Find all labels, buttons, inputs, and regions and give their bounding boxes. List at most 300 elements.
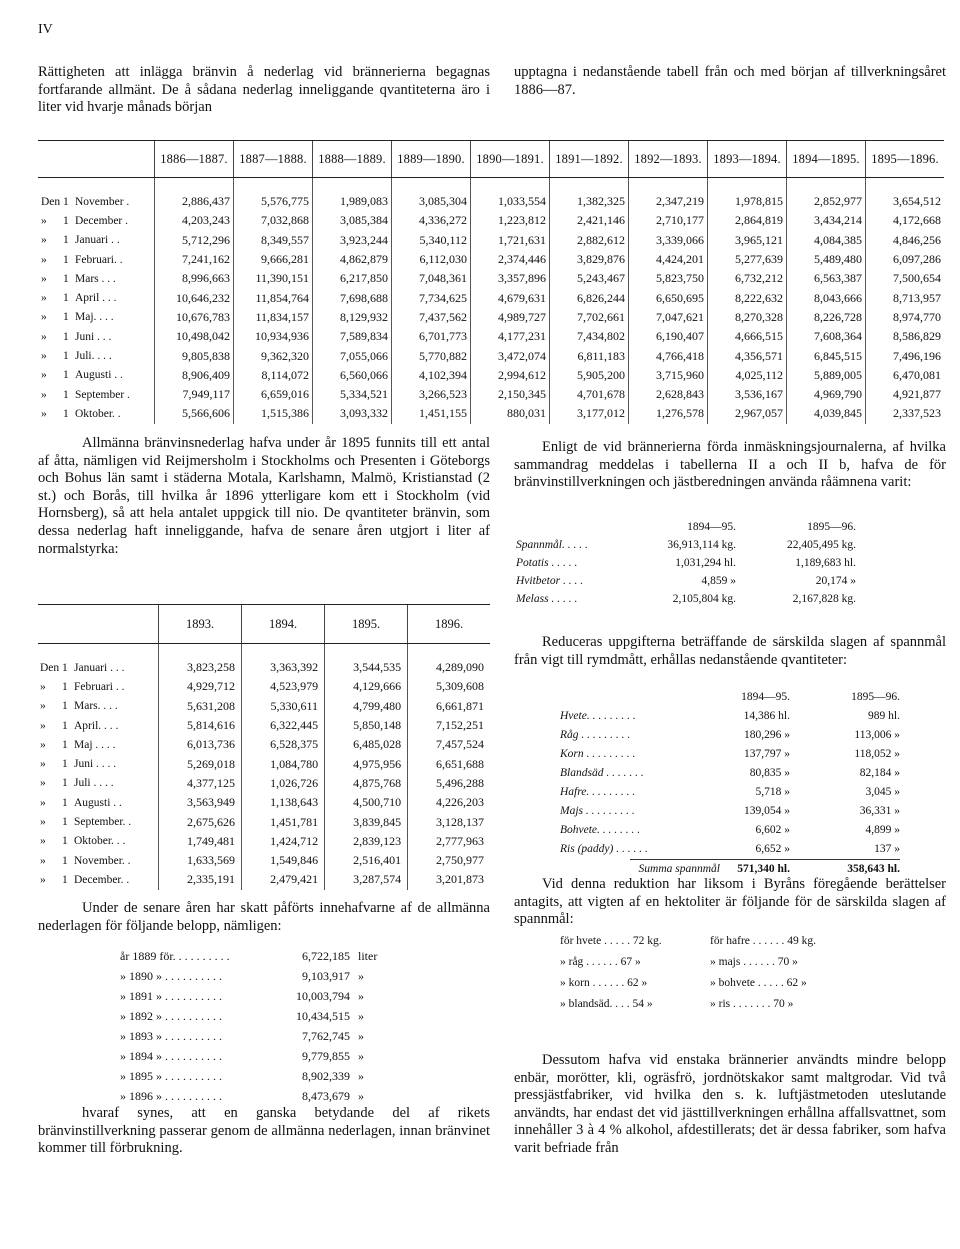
table-cell: 4,377,125	[159, 774, 242, 793]
tax-row	[120, 1066, 398, 1086]
raw-material-name: Spannmål. . . . .	[516, 539, 588, 551]
row-day: 1	[62, 661, 68, 674]
grain-value-2: 113,006 »	[854, 729, 900, 741]
sum-value-2: 358,643 hl.	[847, 863, 900, 875]
table-cell: 5,850,148	[325, 716, 408, 735]
tax-year: » 1895 » . . . . . . . . . .	[120, 1069, 222, 1083]
table-cell: 8,043,666	[787, 288, 866, 307]
table-cell: 3,829,876	[550, 250, 629, 269]
column-header: 1894—1895.	[787, 141, 866, 178]
table-cell: 5,269,018	[159, 754, 242, 773]
raw-material-value-1: 36,913,114 kg.	[667, 539, 736, 551]
table-cell: 7,032,868	[234, 211, 313, 230]
row-month: September .	[75, 388, 130, 401]
tax-row	[120, 946, 398, 966]
table-cell: 1,721,631	[471, 231, 550, 250]
row-day: 1	[63, 388, 69, 401]
table-cell: 5,576,775	[234, 178, 313, 212]
table-cell: 5,277,639	[708, 250, 787, 269]
row-prefix: »	[41, 234, 47, 247]
table-cell: 2,479,421	[242, 870, 325, 889]
table-cell: 1,515,386	[234, 404, 313, 423]
table-cell: 2,347,219	[629, 178, 708, 212]
table-cell: 7,698,688	[313, 288, 392, 307]
table-cell: 1,633,569	[159, 851, 242, 870]
raw-material-name: Potatis . . . . .	[516, 557, 578, 569]
table-cell: 3,544,535	[325, 644, 408, 678]
row-month: Oktober. .	[75, 407, 121, 420]
table-cell: 4,701,678	[550, 385, 629, 404]
weight-right: för hafre . . . . . . 49 kg.	[710, 935, 817, 947]
table-cell: 6,190,407	[629, 327, 708, 346]
column-header	[38, 141, 155, 178]
table-cell: 2,516,401	[325, 851, 408, 870]
grain-name: Råg . . . . . . . . .	[560, 729, 631, 741]
row-prefix: »	[41, 292, 47, 305]
row-day: 1	[62, 719, 68, 732]
raw-material-value-1: 4,859 »	[701, 575, 736, 587]
row-label	[38, 793, 159, 812]
row-label	[38, 735, 159, 754]
table-cell: 4,969,790	[787, 385, 866, 404]
row-day: 1	[63, 407, 69, 420]
table-cell: 8,713,957	[866, 288, 945, 307]
table-cell: 6,701,773	[392, 327, 471, 346]
table-cell: 6,563,387	[787, 269, 866, 288]
table-row	[38, 231, 944, 250]
tax-row	[120, 986, 398, 1006]
table-cell: 5,712,296	[155, 231, 234, 250]
row-label	[38, 178, 155, 212]
table-cell: 3,654,512	[866, 178, 945, 212]
bonded-warehouses-paragraph: Allmänna bränvinsnederlag hafva under år 1895 funnits till ett antal af åtta, nämligen vid Reijmersholm i Stockholms och Presenten i Göteborgs och Bohus län samt i städerna Motala, Karlshamn, Malmö, Kristianstad (2 st.) och Borås, till hvilka år 1896 ytterligare kom ett i Stockholm (vid Hornsberg), så att hela antalet uppgick till nio. De qvantiteter bränvin, som dessa nederlag haft inneliggande, hafva de senare åren utgjort i liter af normalstyrka:	[38, 435, 490, 557]
column-header: 1892—1893.	[629, 141, 708, 178]
table-cell: 6,560,066	[313, 366, 392, 385]
raw-materials-paragraph: Enligt de vid brännerierna förda inmäskningsjournalerna, af hvilka sammandrag meddelas i tabellerna II a och II b, hafva de för bränvinstillverkningen och jästberedningen använda råämnena varit:	[514, 439, 946, 491]
table-cell: 3,923,244	[313, 231, 392, 250]
table-cell: 3,363,392	[242, 644, 325, 678]
weight-row	[560, 994, 860, 1015]
row-prefix: »	[41, 311, 47, 324]
tax-unit: »	[358, 1089, 364, 1103]
table-cell: 6,470,081	[866, 366, 945, 385]
row-day: 1	[62, 777, 68, 790]
table-cell: 8,349,557	[234, 231, 313, 250]
row-day: 1	[62, 796, 68, 809]
table-cell: 5,814,616	[159, 716, 242, 735]
table-cell: 6,528,375	[242, 735, 325, 754]
row-prefix: »	[41, 388, 47, 401]
raw-material-value-1: 2,105,804 kg.	[672, 593, 736, 605]
table-row	[38, 211, 944, 230]
table-cell: 5,489,480	[787, 250, 866, 269]
table-cell: 8,129,932	[313, 308, 392, 327]
row-label	[38, 716, 159, 735]
table-cell: 3,287,574	[325, 870, 408, 889]
table-cell: 4,875,768	[325, 774, 408, 793]
grain-value-1: 6,652 »	[755, 843, 790, 855]
table-cell: 11,834,157	[234, 308, 313, 327]
row-day: 1	[63, 195, 69, 208]
table-cell: 8,226,728	[787, 308, 866, 327]
row-day: 1	[62, 758, 68, 771]
table-cell: 4,203,243	[155, 211, 234, 230]
reduction-paragraph: Reduceras uppgifterna beträffande de särskilda slagen af spannmål från vigt till rymdmått, erhållas nedanstående qvantiteter:	[514, 634, 946, 668]
tax-unit: »	[358, 989, 364, 1003]
raw-material-row	[516, 536, 856, 554]
table-cell: 3,563,949	[159, 793, 242, 812]
tax-row	[120, 1006, 398, 1026]
column-header: 1893.	[159, 605, 242, 644]
table-cell: 9,805,838	[155, 346, 234, 365]
row-month: November .	[75, 195, 130, 208]
table-row	[38, 735, 490, 754]
row-label	[38, 385, 155, 404]
weights-paragraph: Vid denna reduktion har liksom i Byråns föregående berättelser antagits, att vigten af en hektoliter är följande för de särskilda slagen af spannmål:	[514, 876, 946, 928]
row-month: Mars . . .	[75, 272, 116, 285]
row-month: Februari. .	[75, 253, 123, 266]
raw-material-value-2: 22,405,495 kg.	[787, 539, 856, 551]
grain-row	[560, 707, 900, 726]
weight-left: » korn . . . . . . 62 »	[560, 977, 648, 989]
row-day: 1	[63, 234, 69, 247]
table-cell: 7,500,654	[866, 269, 945, 288]
table-cell: 3,839,845	[325, 812, 408, 831]
table-cell: 4,846,256	[866, 231, 945, 250]
table-cell: 2,967,057	[708, 404, 787, 423]
row-prefix: »	[40, 719, 46, 732]
raw-material-value-2: 2,167,828 kg.	[792, 593, 856, 605]
table-cell: 8,974,770	[866, 308, 945, 327]
table-row	[38, 774, 490, 793]
table-cell: 3,823,258	[159, 644, 242, 678]
grain-volume-header-2: 1895—96.	[851, 691, 900, 703]
raw-material-name: Hvitbetor . . . .	[516, 575, 584, 587]
table-cell: 6,826,244	[550, 288, 629, 307]
conclusion-paragraph: hvaraf synes, att en ganska betydande del af rikets bränvinstillverkning passerar genom de allmänna nederlagen, innan bränvinet kommer till förbrukning.	[38, 1105, 490, 1157]
row-month: April . . .	[75, 292, 117, 305]
table-cell: 4,975,956	[325, 754, 408, 773]
column-header: 1891—1892.	[550, 141, 629, 178]
tax-amount: 9,103,917	[302, 969, 350, 983]
row-month: April. . . .	[74, 719, 119, 732]
table-cell: 4,102,394	[392, 366, 471, 385]
table-cell: 3,085,304	[392, 178, 471, 212]
table-cell: 2,628,843	[629, 385, 708, 404]
tax-unit: »	[358, 969, 364, 983]
table-row	[38, 870, 490, 889]
table-cell: 1,749,481	[159, 832, 242, 851]
tax-unit: »	[358, 1029, 364, 1043]
row-label	[38, 366, 155, 385]
row-prefix: »	[41, 272, 47, 285]
table-cell: 5,309,608	[408, 677, 490, 696]
column-header: 1894.	[242, 605, 325, 644]
row-month: December .	[75, 214, 128, 227]
table-cell: 5,905,200	[550, 366, 629, 385]
table-cell: 7,152,251	[408, 716, 490, 735]
table-cell: 6,650,695	[629, 288, 708, 307]
row-label	[38, 677, 159, 696]
table-row	[38, 308, 944, 327]
row-prefix: »	[40, 700, 46, 713]
table-cell: 2,839,123	[325, 832, 408, 851]
row-prefix: »	[40, 758, 46, 771]
row-day: 1	[63, 253, 69, 266]
column-header: 1886—1887.	[155, 141, 234, 178]
table-cell: 7,702,661	[550, 308, 629, 327]
table-cell: 4,289,090	[408, 644, 490, 678]
table-row	[38, 178, 944, 212]
row-label	[38, 697, 159, 716]
grain-row	[560, 726, 900, 745]
table-row	[38, 269, 944, 288]
row-day: 1	[62, 873, 68, 886]
table-cell: 2,710,177	[629, 211, 708, 230]
table-row	[38, 346, 944, 365]
grain-value-2: 4,899 »	[865, 824, 900, 836]
table-cell: 1,138,643	[242, 793, 325, 812]
table-cell: 7,608,364	[787, 327, 866, 346]
table-cell: 3,357,896	[471, 269, 550, 288]
tax-amount: 8,473,679	[302, 1089, 350, 1103]
table-cell: 3,715,960	[629, 366, 708, 385]
table-row	[38, 250, 944, 269]
table-row	[38, 812, 490, 831]
table-cell: 7,047,621	[629, 308, 708, 327]
table-cell: 5,243,467	[550, 269, 629, 288]
grain-value-2: 36,331 »	[859, 805, 900, 817]
column-header: 1887—1888.	[234, 141, 313, 178]
table-cell: 6,845,515	[787, 346, 866, 365]
weight-left: » blandsäd. . . . 54 »	[560, 998, 653, 1010]
row-prefix: »	[40, 777, 46, 790]
table-cell: 5,823,750	[629, 269, 708, 288]
grain-name: Hafre. . . . . . . . .	[560, 786, 636, 798]
row-label	[38, 644, 159, 678]
raw-material-row	[516, 572, 856, 590]
table-cell: 5,330,611	[242, 697, 325, 716]
table-row	[38, 851, 490, 870]
table-cell: 4,666,515	[708, 327, 787, 346]
table-cell: 10,498,042	[155, 327, 234, 346]
row-prefix: »	[40, 680, 46, 693]
table-cell: 7,048,361	[392, 269, 471, 288]
table-cell: 1,382,325	[550, 178, 629, 212]
table-cell: 5,889,005	[787, 366, 866, 385]
table-cell: 7,055,066	[313, 346, 392, 365]
table-cell: 2,421,146	[550, 211, 629, 230]
intro-left-paragraph: Rättigheten att inlägga bränvin å nederlag vid brännerierna begagnas fortfarande allmänt. De å sådana nederlag inneliggande qvantiteterna äro i liter vid hvarje månads början	[38, 64, 490, 116]
sum-value-1: 571,340 hl.	[737, 863, 790, 875]
tax-year: » 1896 » . . . . . . . . . .	[120, 1089, 222, 1103]
table-cell: 3,472,074	[471, 346, 550, 365]
row-month: Juni . . .	[75, 330, 112, 343]
table-cell: 2,374,446	[471, 250, 550, 269]
row-prefix: Den	[41, 195, 61, 208]
grain-value-2: 3,045 »	[865, 786, 900, 798]
table-cell: 4,226,203	[408, 793, 490, 812]
tax-row	[120, 1046, 398, 1066]
grain-name: Korn . . . . . . . . .	[560, 748, 636, 760]
table-cell: 7,949,117	[155, 385, 234, 404]
row-month: Juli . . . .	[74, 777, 114, 790]
table-cell: 3,085,384	[313, 211, 392, 230]
table-cell: 3,339,066	[629, 231, 708, 250]
table-cell: 2,777,963	[408, 832, 490, 851]
row-prefix: »	[40, 796, 46, 809]
row-label	[38, 851, 159, 870]
row-label	[38, 269, 155, 288]
grain-value-1: 14,386 hl.	[743, 710, 790, 722]
tax-amount: 8,902,339	[302, 1069, 350, 1083]
row-label	[38, 832, 159, 851]
table-cell: 1,424,712	[242, 832, 325, 851]
row-day: 1	[63, 214, 69, 227]
tax-amount: 7,762,745	[302, 1029, 350, 1043]
row-prefix: »	[40, 873, 46, 886]
raw-materials-header-1: 1894—95.	[687, 521, 736, 533]
row-month: November. .	[74, 854, 131, 867]
column-header: 1888—1889.	[313, 141, 392, 178]
tax-year: » 1890 » . . . . . . . . . .	[120, 969, 222, 983]
table-cell: 7,589,834	[313, 327, 392, 346]
table-cell: 2,335,191	[159, 870, 242, 889]
table-cell: 1,978,815	[708, 178, 787, 212]
table-cell: 1,026,726	[242, 774, 325, 793]
grain-name: Ris (paddy) . . . . . .	[560, 843, 648, 855]
row-month: Januari . . .	[74, 661, 125, 674]
table-cell: 7,734,625	[392, 288, 471, 307]
table-cell: 6,112,030	[392, 250, 471, 269]
table-cell: 7,241,162	[155, 250, 234, 269]
table-row	[38, 716, 490, 735]
grain-row	[560, 840, 900, 859]
table-cell: 8,270,328	[708, 308, 787, 327]
row-prefix: »	[40, 835, 46, 848]
raw-material-value-2: 1,189,683 hl.	[795, 557, 856, 569]
table-cell: 4,129,666	[325, 677, 408, 696]
table-cell: 4,424,201	[629, 250, 708, 269]
column-header: 1893—1894.	[708, 141, 787, 178]
table-cell: 1,223,812	[471, 211, 550, 230]
table-cell: 4,039,845	[787, 404, 866, 423]
table-cell: 4,679,631	[471, 288, 550, 307]
table-cell: 6,661,871	[408, 697, 490, 716]
grain-volume-table	[560, 688, 900, 879]
other-materials-paragraph: Dessutom hafva vid enstaka brännerier användts mindre belopp enbär, morötter, kli, ogräsfrö, jordnötskakor samt maltgrodar. Vid två pressjästfabriker, vid hvilka den s. k. luftjästmetoden uteslutande användts, har endast det vid jästtillverkningen erhållna affallsvattnet, som innehåller 3 à 4 % alkohol, afdestillerats; det är dessa fabriker, som hafva varit befriade från	[514, 1052, 946, 1156]
grain-name: Bohvete. . . . . . . .	[560, 824, 641, 836]
table-cell: 4,799,480	[325, 697, 408, 716]
grain-value-1: 5,718 »	[755, 786, 790, 798]
table-cell: 3,965,121	[708, 231, 787, 250]
row-month: Mars. . . .	[74, 700, 118, 713]
table-row	[38, 366, 944, 385]
tax-unit: »	[358, 1069, 364, 1083]
table-cell: 4,921,877	[866, 385, 945, 404]
column-header: 1890—1891.	[471, 141, 550, 178]
table-cell: 5,334,521	[313, 385, 392, 404]
row-label	[38, 211, 155, 230]
table-cell: 2,852,977	[787, 178, 866, 212]
table-cell: 8,996,663	[155, 269, 234, 288]
table-cell: 4,172,668	[866, 211, 945, 230]
table-cell: 10,646,232	[155, 288, 234, 307]
tax-year: » 1894 » . . . . . . . . . .	[120, 1049, 222, 1063]
column-header: 1889—1890.	[392, 141, 471, 178]
tax-amount: 9,779,855	[302, 1049, 350, 1063]
row-label	[38, 812, 159, 831]
table-cell: 2,882,612	[550, 231, 629, 250]
table-row	[38, 697, 490, 716]
column-header: 1896.	[408, 605, 490, 644]
tax-intro-paragraph: Under de senare åren har skatt påförts innehafvarne af de allmänna nederlagen för följande belopp, nämligen:	[38, 900, 490, 934]
table-cell: 10,934,936	[234, 327, 313, 346]
row-prefix: »	[41, 369, 47, 382]
weight-right: » majs . . . . . . 70 »	[710, 956, 798, 968]
table-cell: 7,434,802	[550, 327, 629, 346]
weight-right: » bohvete . . . . . 62 »	[710, 977, 807, 989]
row-day: 1	[63, 369, 69, 382]
table-cell: 6,651,688	[408, 754, 490, 773]
hectoliter-weights	[560, 931, 860, 1015]
table-cell: 2,994,612	[471, 366, 550, 385]
table-cell: 1,276,578	[629, 404, 708, 423]
table-cell: 6,811,183	[550, 346, 629, 365]
warehouse-stock-table	[38, 604, 490, 890]
tax-amount: 6,722,185	[302, 949, 350, 963]
table-cell: 3,128,137	[408, 812, 490, 831]
table-cell: 2,864,819	[708, 211, 787, 230]
table-cell: 4,356,571	[708, 346, 787, 365]
tax-unit: »	[358, 1009, 364, 1023]
row-prefix: »	[41, 407, 47, 420]
row-prefix: »	[41, 253, 47, 266]
table-cell: 5,340,112	[392, 231, 471, 250]
row-label	[38, 231, 155, 250]
table-cell: 4,766,418	[629, 346, 708, 365]
weight-row	[560, 952, 860, 973]
row-prefix: »	[41, 214, 47, 227]
table-cell: 9,362,320	[234, 346, 313, 365]
table-cell: 5,770,882	[392, 346, 471, 365]
grain-value-1: 80,835 »	[749, 767, 790, 779]
column-header: 1895—1896.	[866, 141, 945, 178]
row-prefix: Den	[40, 661, 60, 674]
table-row	[38, 677, 490, 696]
tax-list	[120, 946, 398, 1106]
table-cell: 5,631,208	[159, 697, 242, 716]
table-cell: 8,586,829	[866, 327, 945, 346]
table-cell: 6,732,212	[708, 269, 787, 288]
raw-material-value-2: 20,174 »	[815, 575, 856, 587]
grain-row	[560, 783, 900, 802]
tax-year: år 1889 för. . . . . . . . . .	[120, 949, 230, 963]
table-cell: 11,390,151	[234, 269, 313, 288]
table-cell: 4,989,727	[471, 308, 550, 327]
row-month: Oktober. . .	[74, 835, 126, 848]
table-row	[38, 754, 490, 773]
table-cell: 10,676,783	[155, 308, 234, 327]
table-row	[38, 385, 944, 404]
table-cell: 2,675,626	[159, 812, 242, 831]
table-row	[38, 404, 944, 423]
table-cell: 6,322,445	[242, 716, 325, 735]
table-cell: 3,266,523	[392, 385, 471, 404]
table-cell: 6,485,028	[325, 735, 408, 754]
table-cell: 6,217,850	[313, 269, 392, 288]
table-cell: 1,084,780	[242, 754, 325, 773]
